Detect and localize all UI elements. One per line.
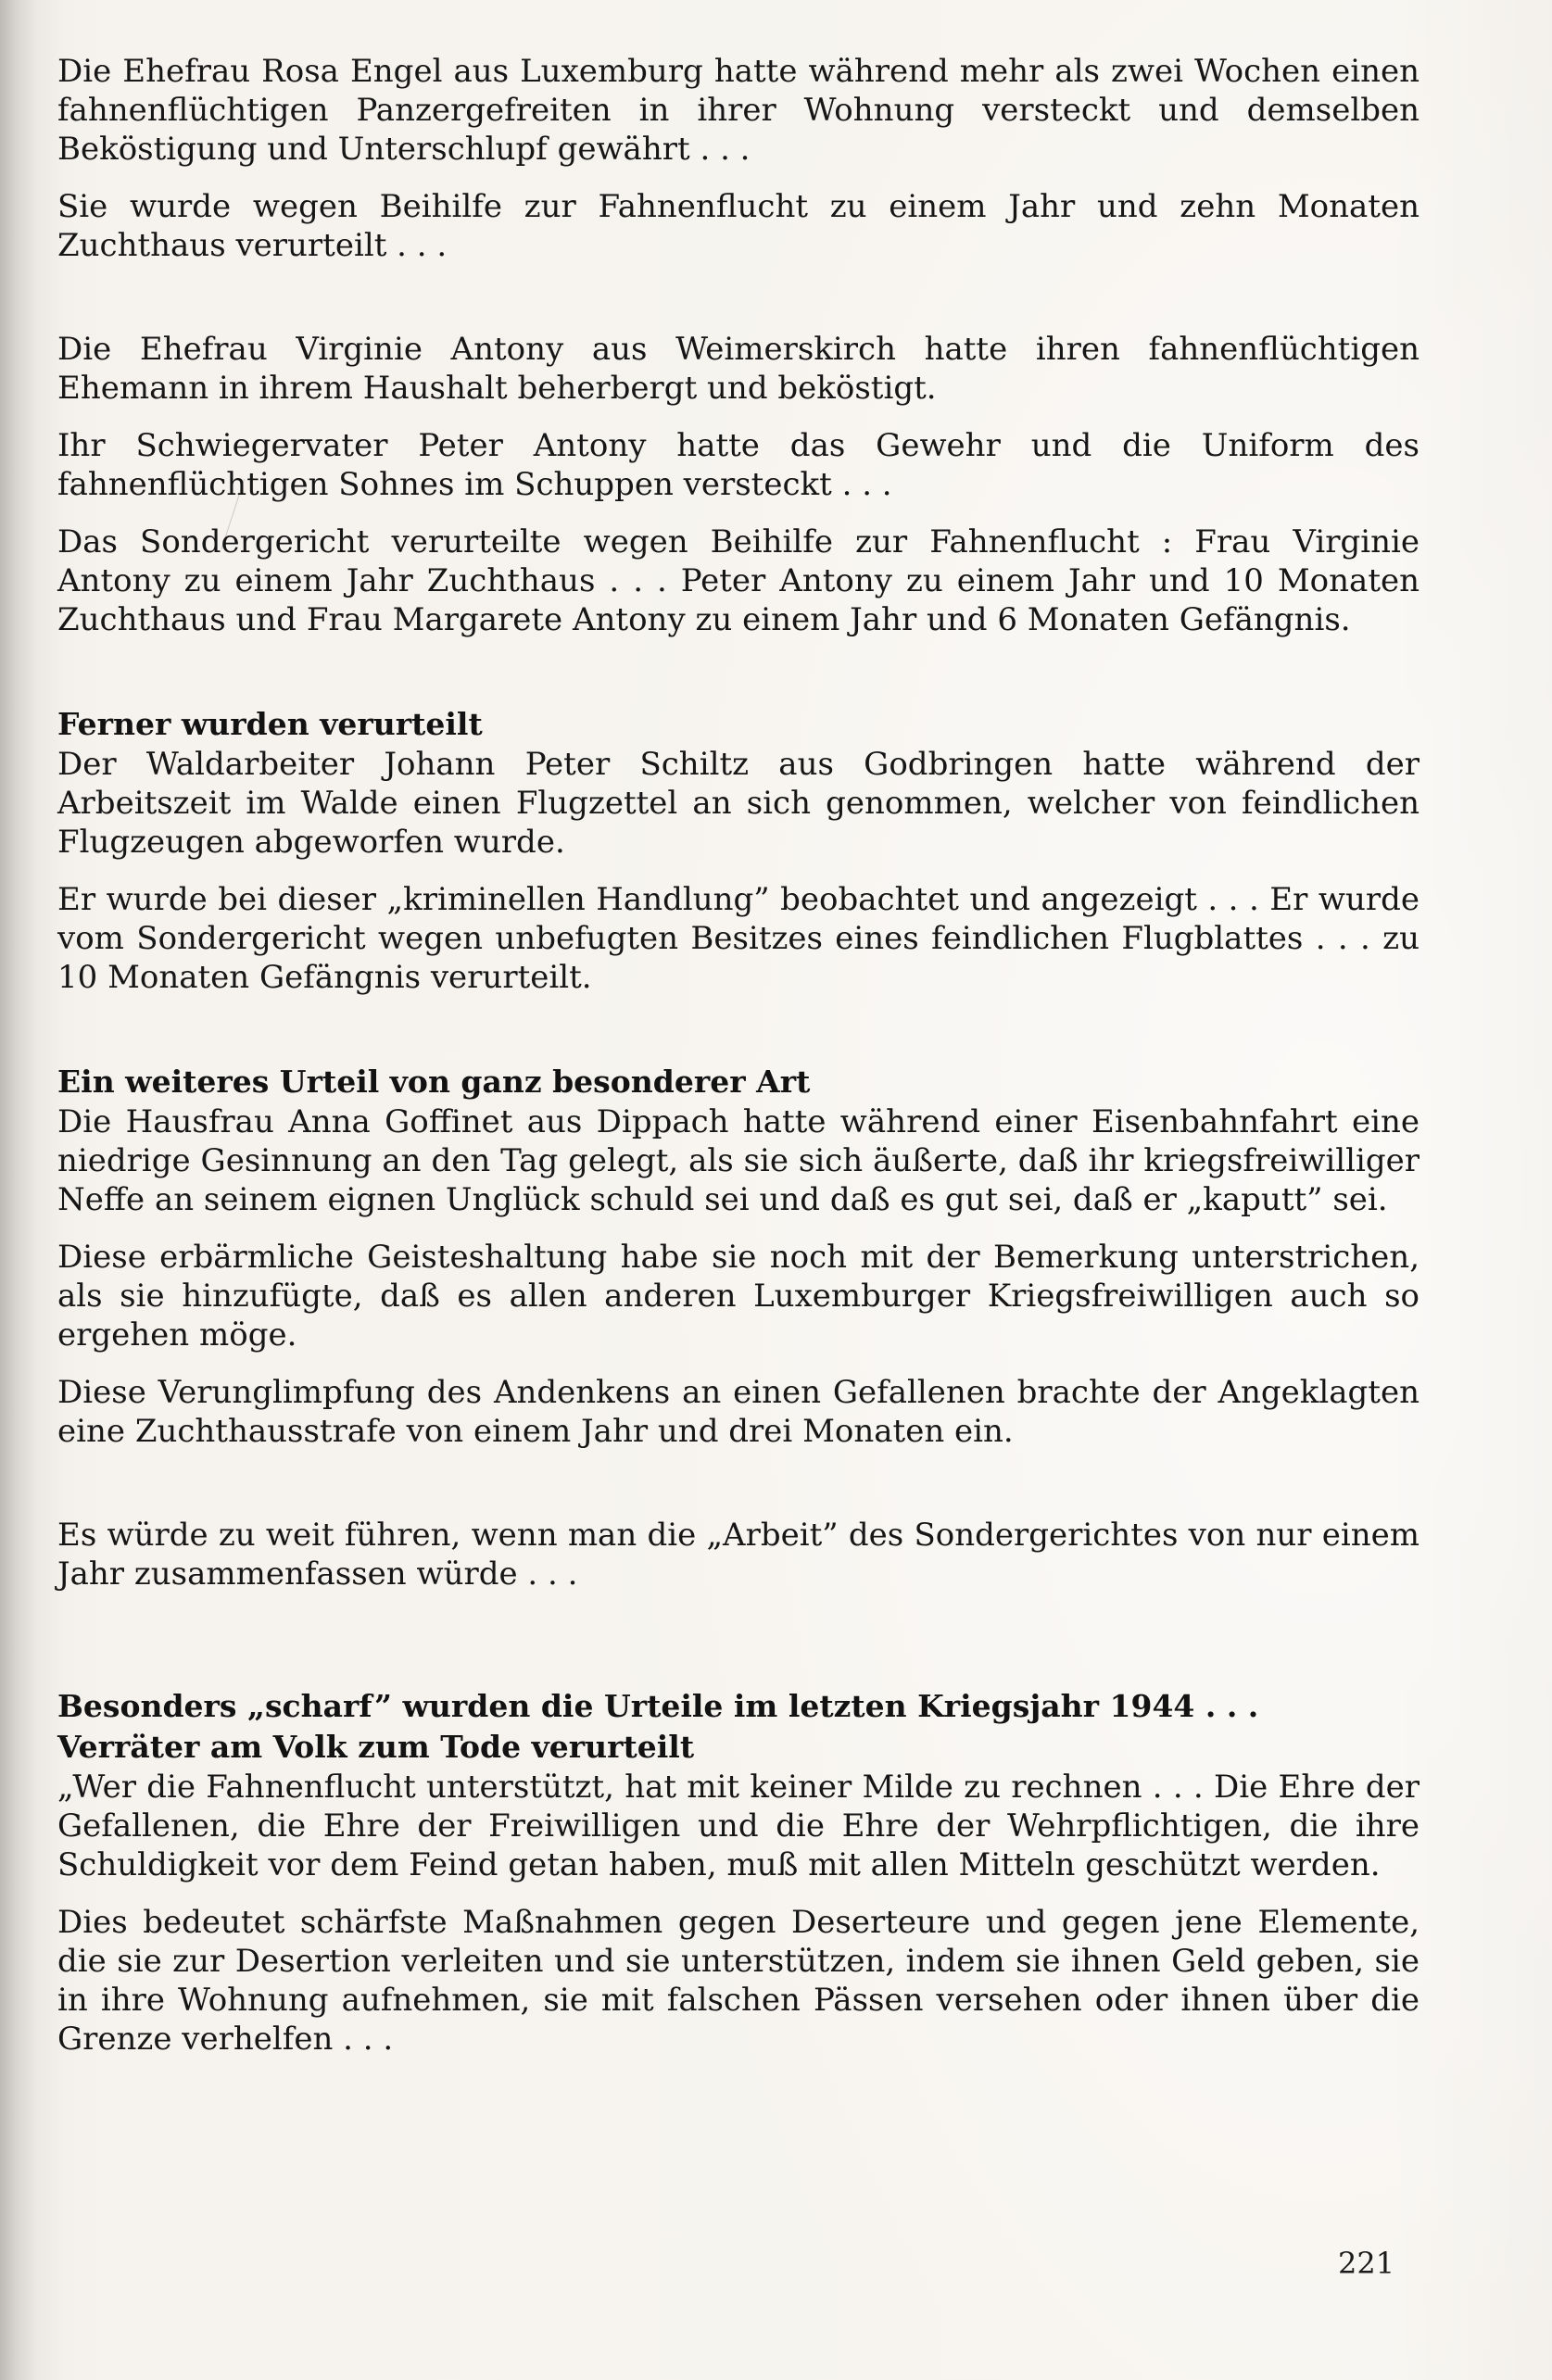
paragraph: Das Sondergericht verurteilte wegen Beihilfe zur Fahnenflucht : Frau Virginie Antony zu einem Jahr Zuchthaus . . . Peter Antony zu einem Jahr und 10 Monaten Zuchthaus und Frau Margarete Antony zu einem Jahr und 6 Monaten Gefängnis. (57, 523, 1420, 638)
paragraph: Er wurde bei dieser „kriminellen Handlung” beobachtet und angezeigt . . . Er wurde vom Sondergericht wegen unbefugten Besitzes eines feindlichen Flugblattes . . . zu 10 Monaten Gefängnis verurteilt. (57, 881, 1420, 996)
paragraph: Der Waldarbeiter Johann Peter Schiltz aus Godbringen hatte während der Arbeitszeit im Walde einen Flugzettel an sich genommen, welcher von feindlichen Flugzeugen abgeworfen wurde. (57, 746, 1420, 861)
section-heading: Ein weiteres Urteil von ganz besonderer Art (57, 1064, 811, 1100)
paragraph: Sie wurde wegen Beihilfe zur Fahnenflucht zu einem Jahr und zehn Monaten Zuchthaus verurteilt . . . (57, 188, 1420, 264)
page-text (57, 52, 1420, 2059)
paragraph: Diese Verunglimpfung des Andenkens an einen Gefallenen brachte der Angeklagten eine Zuchthausstrafe von einem Jahr und drei Monaten ein. (57, 1374, 1420, 1450)
page-number: 221 (1338, 2246, 1395, 2281)
quotation-paragraph: „Wer die Fahnenflucht unterstützt, hat mit keiner Milde zu rechnen . . . Die Ehre der Gefallenen, die Ehre der Freiwilligen und die Ehre der Wehrpflichtigen, die ihre Schuldigkeit vor dem Feind getan haben, muß mit allen Mitteln geschützt werden. (57, 1769, 1420, 1883)
paragraph: Die Hausfrau Anna Goffinet aus Dippach hatte während einer Eisenbahnfahrt eine niedrige Gesinnung an den Tag gelegt, als sie sich äußerte, daß ihr kriegsfreiwilliger Neffe an seinem eignen Unglück schuld sei und daß es gut sei, daß er „kaputt” sei. (57, 1103, 1420, 1218)
section-heading: Ferner wurden verurteilt (57, 706, 483, 742)
paragraph: Die Ehefrau Rosa Engel aus Luxemburg hatte während mehr als zwei Wochen einen fahnenflüchtigen Panzergefreiten in ihrer Wohnung versteckt und demselben Beköstigung und Unterschlupf gewährt . . . (57, 53, 1420, 168)
section-heading: Verräter am Volk zum Tode verurteilt (57, 1729, 695, 1765)
paragraph: Die Ehefrau Virginie Antony aus Weimerskirch hatte ihren fahnenflüchtigen Ehemann in ihrem Haushalt beherbergt und beköstigt. (57, 331, 1420, 407)
paragraph: Diese erbärmliche Geisteshaltung habe sie noch mit der Bemerkung unterstrichen, als sie hinzufügte, daß es allen anderen Luxemburger Kriegsfreiwilligen auch so ergehen möge. (57, 1239, 1420, 1354)
quotation-paragraph: Dies bedeutet schärfste Maßnahmen gegen Deserteure und gegen jene Elemente, die sie zur Desertion verleiten und sie unterstützen, indem sie ihnen Geld geben, sie in ihre Wohnung aufnehmen, sie mit falschen Pässen versehen oder ihnen über die Grenze verhelfen . . . (57, 1904, 1420, 2058)
section-heading: Besonders „scharf” wurden die Urteile im letzten Kriegsjahr 1944 . . . (57, 1688, 1259, 1724)
paragraph: Es würde zu weit führen, wenn man die „Arbeit” des Sondergerichtes von nur einem Jahr zusammenfassen würde . . . (57, 1517, 1420, 1593)
paragraph: Ihr Schwiegervater Peter Antony hatte das Gewehr und die Uniform des fahnenflüchtigen Sohnes im Schuppen versteckt . . . (57, 427, 1420, 503)
